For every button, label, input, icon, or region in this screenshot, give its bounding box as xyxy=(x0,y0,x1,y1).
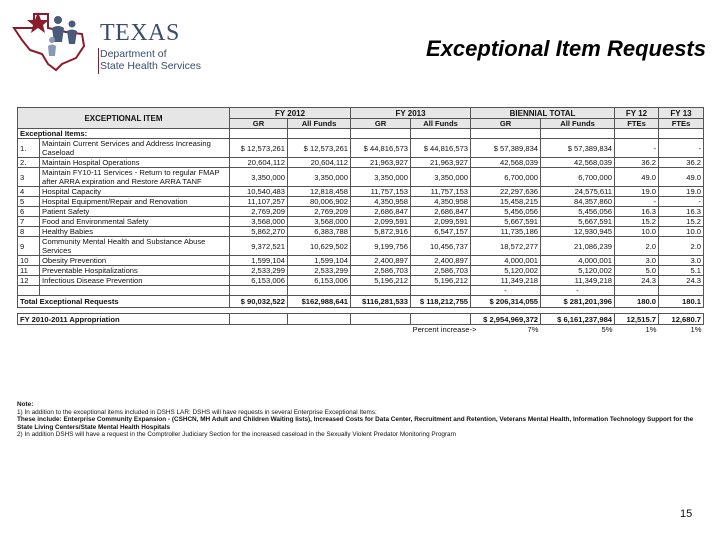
dash-gr-biennial: - xyxy=(471,286,541,296)
item-name: Healthy Babies xyxy=(40,227,230,237)
cell-af12: 80,006,902 xyxy=(288,197,351,207)
total-row xyxy=(18,296,704,308)
subheader-ftes-12: FTEs xyxy=(615,119,659,129)
exceptional-items-table-container xyxy=(17,107,703,334)
cell-gr13: 3,350,000 xyxy=(351,168,411,187)
cell-gr12: 2,533,299 xyxy=(230,266,288,276)
notes-section xyxy=(17,401,703,439)
cell-gr13: 4,350,958 xyxy=(351,197,411,207)
appropriation-fte12: 12,515.7 xyxy=(615,314,659,325)
cell-fte12: 15.2 xyxy=(615,217,659,227)
cell-af12: 1,599,104 xyxy=(288,256,351,266)
header-fy2012: FY 2012 xyxy=(230,108,351,119)
cell-gr13: 11,757,153 xyxy=(351,187,411,197)
item-number: 8 xyxy=(18,227,40,237)
appropriation-row xyxy=(18,314,704,325)
cell-fte13: 49.0 xyxy=(659,168,704,187)
item-name: Community Mental Health and Substance Abuse Services xyxy=(40,237,230,256)
item-name: Hospital Equipment/Repair and Renovation xyxy=(40,197,230,207)
section-label-row xyxy=(18,129,704,139)
total-af12: $162,988,641 xyxy=(288,296,351,308)
notes-heading: Note: xyxy=(17,401,34,408)
cell-afb: 6,700,000 xyxy=(541,168,615,187)
cell-af12: 20,604,112 xyxy=(288,158,351,168)
cell-fte13: 5.1 xyxy=(659,266,704,276)
dash-row xyxy=(18,286,704,296)
cell-afb: 5,667,591 xyxy=(541,217,615,227)
logo-dept-line1: Department of xyxy=(100,48,167,60)
table-row xyxy=(18,266,704,276)
cell-fte13: 24.3 xyxy=(659,276,704,286)
table-row xyxy=(18,256,704,266)
item-number: 9 xyxy=(18,237,40,256)
cell-gr12: 2,769,209 xyxy=(230,207,288,217)
item-name: Preventable Hospitalizations xyxy=(40,266,230,276)
cell-grb: 15,458,215 xyxy=(471,197,541,207)
item-name: Maintain FY10-11 Services - Return to regular FMAP after ARRA expiration and Restore ARRA TANF xyxy=(40,168,230,187)
page-number: 15 xyxy=(680,508,693,520)
cell-gr13: $ 44,816,573 xyxy=(351,139,411,158)
cell-fte13: 16.3 xyxy=(659,207,704,217)
cell-gr13: 2,400,897 xyxy=(351,256,411,266)
cell-afb: 11,349,218 xyxy=(541,276,615,286)
cell-afb: 42,568,039 xyxy=(541,158,615,168)
cell-af13: 3,350,000 xyxy=(411,168,471,187)
cell-af12: 6,383,788 xyxy=(288,227,351,237)
cell-af13: 2,400,897 xyxy=(411,256,471,266)
cell-af13: 2,686,847 xyxy=(411,207,471,217)
cell-grb: 4,000,001 xyxy=(471,256,541,266)
percent-increase-row xyxy=(18,325,704,335)
appropriation-afb: $ 6,161,237,984 xyxy=(541,314,615,325)
cell-gr12: 11,107,257 xyxy=(230,197,288,207)
total-grb: $ 206,314,055 xyxy=(471,296,541,308)
cell-gr12: $ 12,573,261 xyxy=(230,139,288,158)
cell-fte12: 16.3 xyxy=(615,207,659,217)
group-header-row xyxy=(18,108,704,119)
cell-fte12: 19.0 xyxy=(615,187,659,197)
cell-af13: 2,586,703 xyxy=(411,266,471,276)
table-row xyxy=(18,276,704,286)
item-number: 2. xyxy=(18,158,40,168)
total-label: Total Exceptional Requests xyxy=(18,296,230,308)
item-name: Patient Safety xyxy=(40,207,230,217)
cell-af12: 10,629,502 xyxy=(288,237,351,256)
cell-gr13: 2,099,591 xyxy=(351,217,411,227)
cell-fte12: - xyxy=(615,139,659,158)
section-label: Exceptional Items: xyxy=(18,129,230,139)
cell-af12: 2,533,299 xyxy=(288,266,351,276)
cell-af13: $ 44,816,573 xyxy=(411,139,471,158)
cell-af13: 6,547,157 xyxy=(411,227,471,237)
subheader-allfunds-2013: All Funds xyxy=(411,119,471,129)
item-name: Maintain Hospital Operations xyxy=(40,158,230,168)
item-number: 11 xyxy=(18,266,40,276)
header-exceptional-item: EXCEPTIONAL ITEM xyxy=(18,108,230,129)
cell-fte12: 5.0 xyxy=(615,266,659,276)
percent-fte12: 1% xyxy=(645,325,657,334)
cell-af13: 2,099,591 xyxy=(411,217,471,227)
item-number: 4 xyxy=(18,187,40,197)
cell-gr13: 5,872,916 xyxy=(351,227,411,237)
cell-gr12: 9,372,521 xyxy=(230,237,288,256)
table-row xyxy=(18,197,704,207)
table-row xyxy=(18,237,704,256)
cell-grb: 5,120,002 xyxy=(471,266,541,276)
subheader-gr-2012: GR xyxy=(230,119,288,129)
total-gr12: $ 90,032,522 xyxy=(230,296,288,308)
total-fte12: 180.0 xyxy=(615,296,659,308)
cell-grb: $ 57,389,834 xyxy=(471,139,541,158)
cell-afb: 21,086,239 xyxy=(541,237,615,256)
appropriation-label: FY 2010-2011 Appropriation xyxy=(18,314,230,325)
item-number: 3 xyxy=(18,168,40,187)
cell-afb: 4,000,001 xyxy=(541,256,615,266)
cell-fte13: 3.0 xyxy=(659,256,704,266)
percent-fte13: 1% xyxy=(690,325,702,334)
item-name: Hospital Capacity xyxy=(40,187,230,197)
total-afb: $ 281,201,396 xyxy=(541,296,615,308)
percent-afb: 5% xyxy=(601,325,613,334)
cell-af12: 3,350,000 xyxy=(288,168,351,187)
cell-grb: 22,297,636 xyxy=(471,187,541,197)
notes-line3: 2) In addition DSHS will have a request in the Comptroller Judiciary Section for the increased caseload in the Sexually Violent Predator Monitoring Program xyxy=(17,431,456,439)
table-row xyxy=(18,217,704,227)
cell-fte13: 2.0 xyxy=(659,237,704,256)
cell-fte13: 10.0 xyxy=(659,227,704,237)
percent-grb: 7% xyxy=(527,325,539,334)
item-name: Infectious Disease Prevention xyxy=(40,276,230,286)
table-row xyxy=(18,158,704,168)
cell-gr12: 6,153,006 xyxy=(230,276,288,286)
item-number: 6 xyxy=(18,207,40,217)
cell-grb: 5,456,056 xyxy=(471,207,541,217)
cell-af13: 11,757,153 xyxy=(411,187,471,197)
table-row xyxy=(18,168,704,187)
item-number: 1. xyxy=(18,139,40,158)
item-name: Food and Environmental Safety xyxy=(40,217,230,227)
item-number: 10 xyxy=(18,256,40,266)
cell-fte12: 36.2 xyxy=(615,158,659,168)
page-title: Exceptional Item Requests xyxy=(426,36,706,61)
table-row xyxy=(18,187,704,197)
cell-fte13: 19.0 xyxy=(659,187,704,197)
header-fy13: FY 13 xyxy=(659,108,704,119)
subheader-ftes-13: FTEs xyxy=(659,119,704,129)
cell-gr12: 20,604,112 xyxy=(230,158,288,168)
subheader-allfunds-biennial: All Funds xyxy=(541,119,615,129)
subheader-allfunds-2012: All Funds xyxy=(288,119,351,129)
subheader-gr-2013: GR xyxy=(351,119,411,129)
item-number: 5 xyxy=(18,197,40,207)
cell-fte12: 10.0 xyxy=(615,227,659,237)
cell-grb: 6,700,000 xyxy=(471,168,541,187)
cell-af13: 5,196,212 xyxy=(411,276,471,286)
header-biennial-total: BIENNIAL TOTAL xyxy=(471,108,615,119)
cell-fte12: 49.0 xyxy=(615,168,659,187)
cell-fte12: 2.0 xyxy=(615,237,659,256)
appropriation-grb: $ 2,954,969,372 xyxy=(471,314,541,325)
appropriation-fte13: 12,680.7 xyxy=(659,314,704,325)
cell-gr12: 5,862,270 xyxy=(230,227,288,237)
cell-gr12: 3,350,000 xyxy=(230,168,288,187)
dash-af-biennial: - xyxy=(541,286,615,296)
table-row xyxy=(18,227,704,237)
cell-grb: 5,667,591 xyxy=(471,217,541,227)
cell-af12: $ 12,573,261 xyxy=(288,139,351,158)
cell-fte13: - xyxy=(659,139,704,158)
cell-grb: 42,568,039 xyxy=(471,158,541,168)
cell-fte12: 3.0 xyxy=(615,256,659,266)
cell-af13: 10,456,737 xyxy=(411,237,471,256)
logo-dept-line2: State Health Services xyxy=(100,60,201,72)
dshs-logo xyxy=(8,6,208,76)
notes-line2: These include: Enterprise Community Expansion - (CSHCN, MH Adult and Children Waiting lists), Increased Costs for Data Center, Recruitment and Retention, Veterans Mental Health, Information Technology Support for the State Living Centers/State Mental Health Hospitals xyxy=(17,416,694,431)
texas-people-logo-icon xyxy=(8,6,96,72)
cell-gr13: 2,686,847 xyxy=(351,207,411,217)
cell-gr12: 1,599,104 xyxy=(230,256,288,266)
cell-fte13: 36.2 xyxy=(659,158,704,168)
cell-gr12: 3,568,000 xyxy=(230,217,288,227)
total-af13: $ 118,212,755 xyxy=(411,296,471,308)
subheader-gr-biennial: GR xyxy=(471,119,541,129)
item-number: 7 xyxy=(18,217,40,227)
cell-gr12: 10,540,483 xyxy=(230,187,288,197)
table-row xyxy=(18,207,704,217)
cell-af13: 4,350,958 xyxy=(411,197,471,207)
cell-afb: 84,357,860 xyxy=(541,197,615,207)
cell-afb: 5,456,056 xyxy=(541,207,615,217)
cell-grb: 11,349,218 xyxy=(471,276,541,286)
cell-fte12: 24.3 xyxy=(615,276,659,286)
cell-af13: 21,963,927 xyxy=(411,158,471,168)
total-fte13: 180.1 xyxy=(659,296,704,308)
cell-af12: 12,818,458 xyxy=(288,187,351,197)
item-number: 12 xyxy=(18,276,40,286)
cell-afb: $ 57,389,834 xyxy=(541,139,615,158)
logo-texas-text: TEXAS xyxy=(100,20,180,46)
cell-gr13: 21,963,927 xyxy=(351,158,411,168)
cell-gr13: 2,586,703 xyxy=(351,266,411,276)
cell-afb: 5,120,002 xyxy=(541,266,615,276)
logo-department-text xyxy=(100,48,201,72)
cell-grb: 18,572,277 xyxy=(471,237,541,256)
cell-fte13: 15.2 xyxy=(659,217,704,227)
item-rows xyxy=(18,139,704,286)
cell-fte13: - xyxy=(659,197,704,207)
header-fy2013: FY 2013 xyxy=(351,108,471,119)
total-gr13: $116,281,533 xyxy=(351,296,411,308)
cell-grb: 11,735,186 xyxy=(471,227,541,237)
cell-af12: 3,568,000 xyxy=(288,217,351,227)
header-fy12: FY 12 xyxy=(615,108,659,119)
cell-fte12: - xyxy=(615,197,659,207)
table-row xyxy=(18,139,704,158)
cell-afb: 12,930,945 xyxy=(541,227,615,237)
cell-afb: 24,575,611 xyxy=(541,187,615,197)
exceptional-items-table xyxy=(17,107,704,334)
cell-gr13: 9,199,756 xyxy=(351,237,411,256)
item-name: Maintain Current Services and Address Increasing Caseload xyxy=(40,139,230,158)
cell-gr13: 5,196,212 xyxy=(351,276,411,286)
percent-label: Percent increase-> xyxy=(412,325,477,334)
item-name: Obesity Prevention xyxy=(40,256,230,266)
notes-line1: 1) In addition to the exceptional items included in DSHS LAR: DSHS will have requests in several Enterprise Exceptional Items: xyxy=(17,408,377,416)
cell-af12: 6,153,006 xyxy=(288,276,351,286)
cell-af12: 2,769,209 xyxy=(288,207,351,217)
logo-divider xyxy=(98,48,99,74)
